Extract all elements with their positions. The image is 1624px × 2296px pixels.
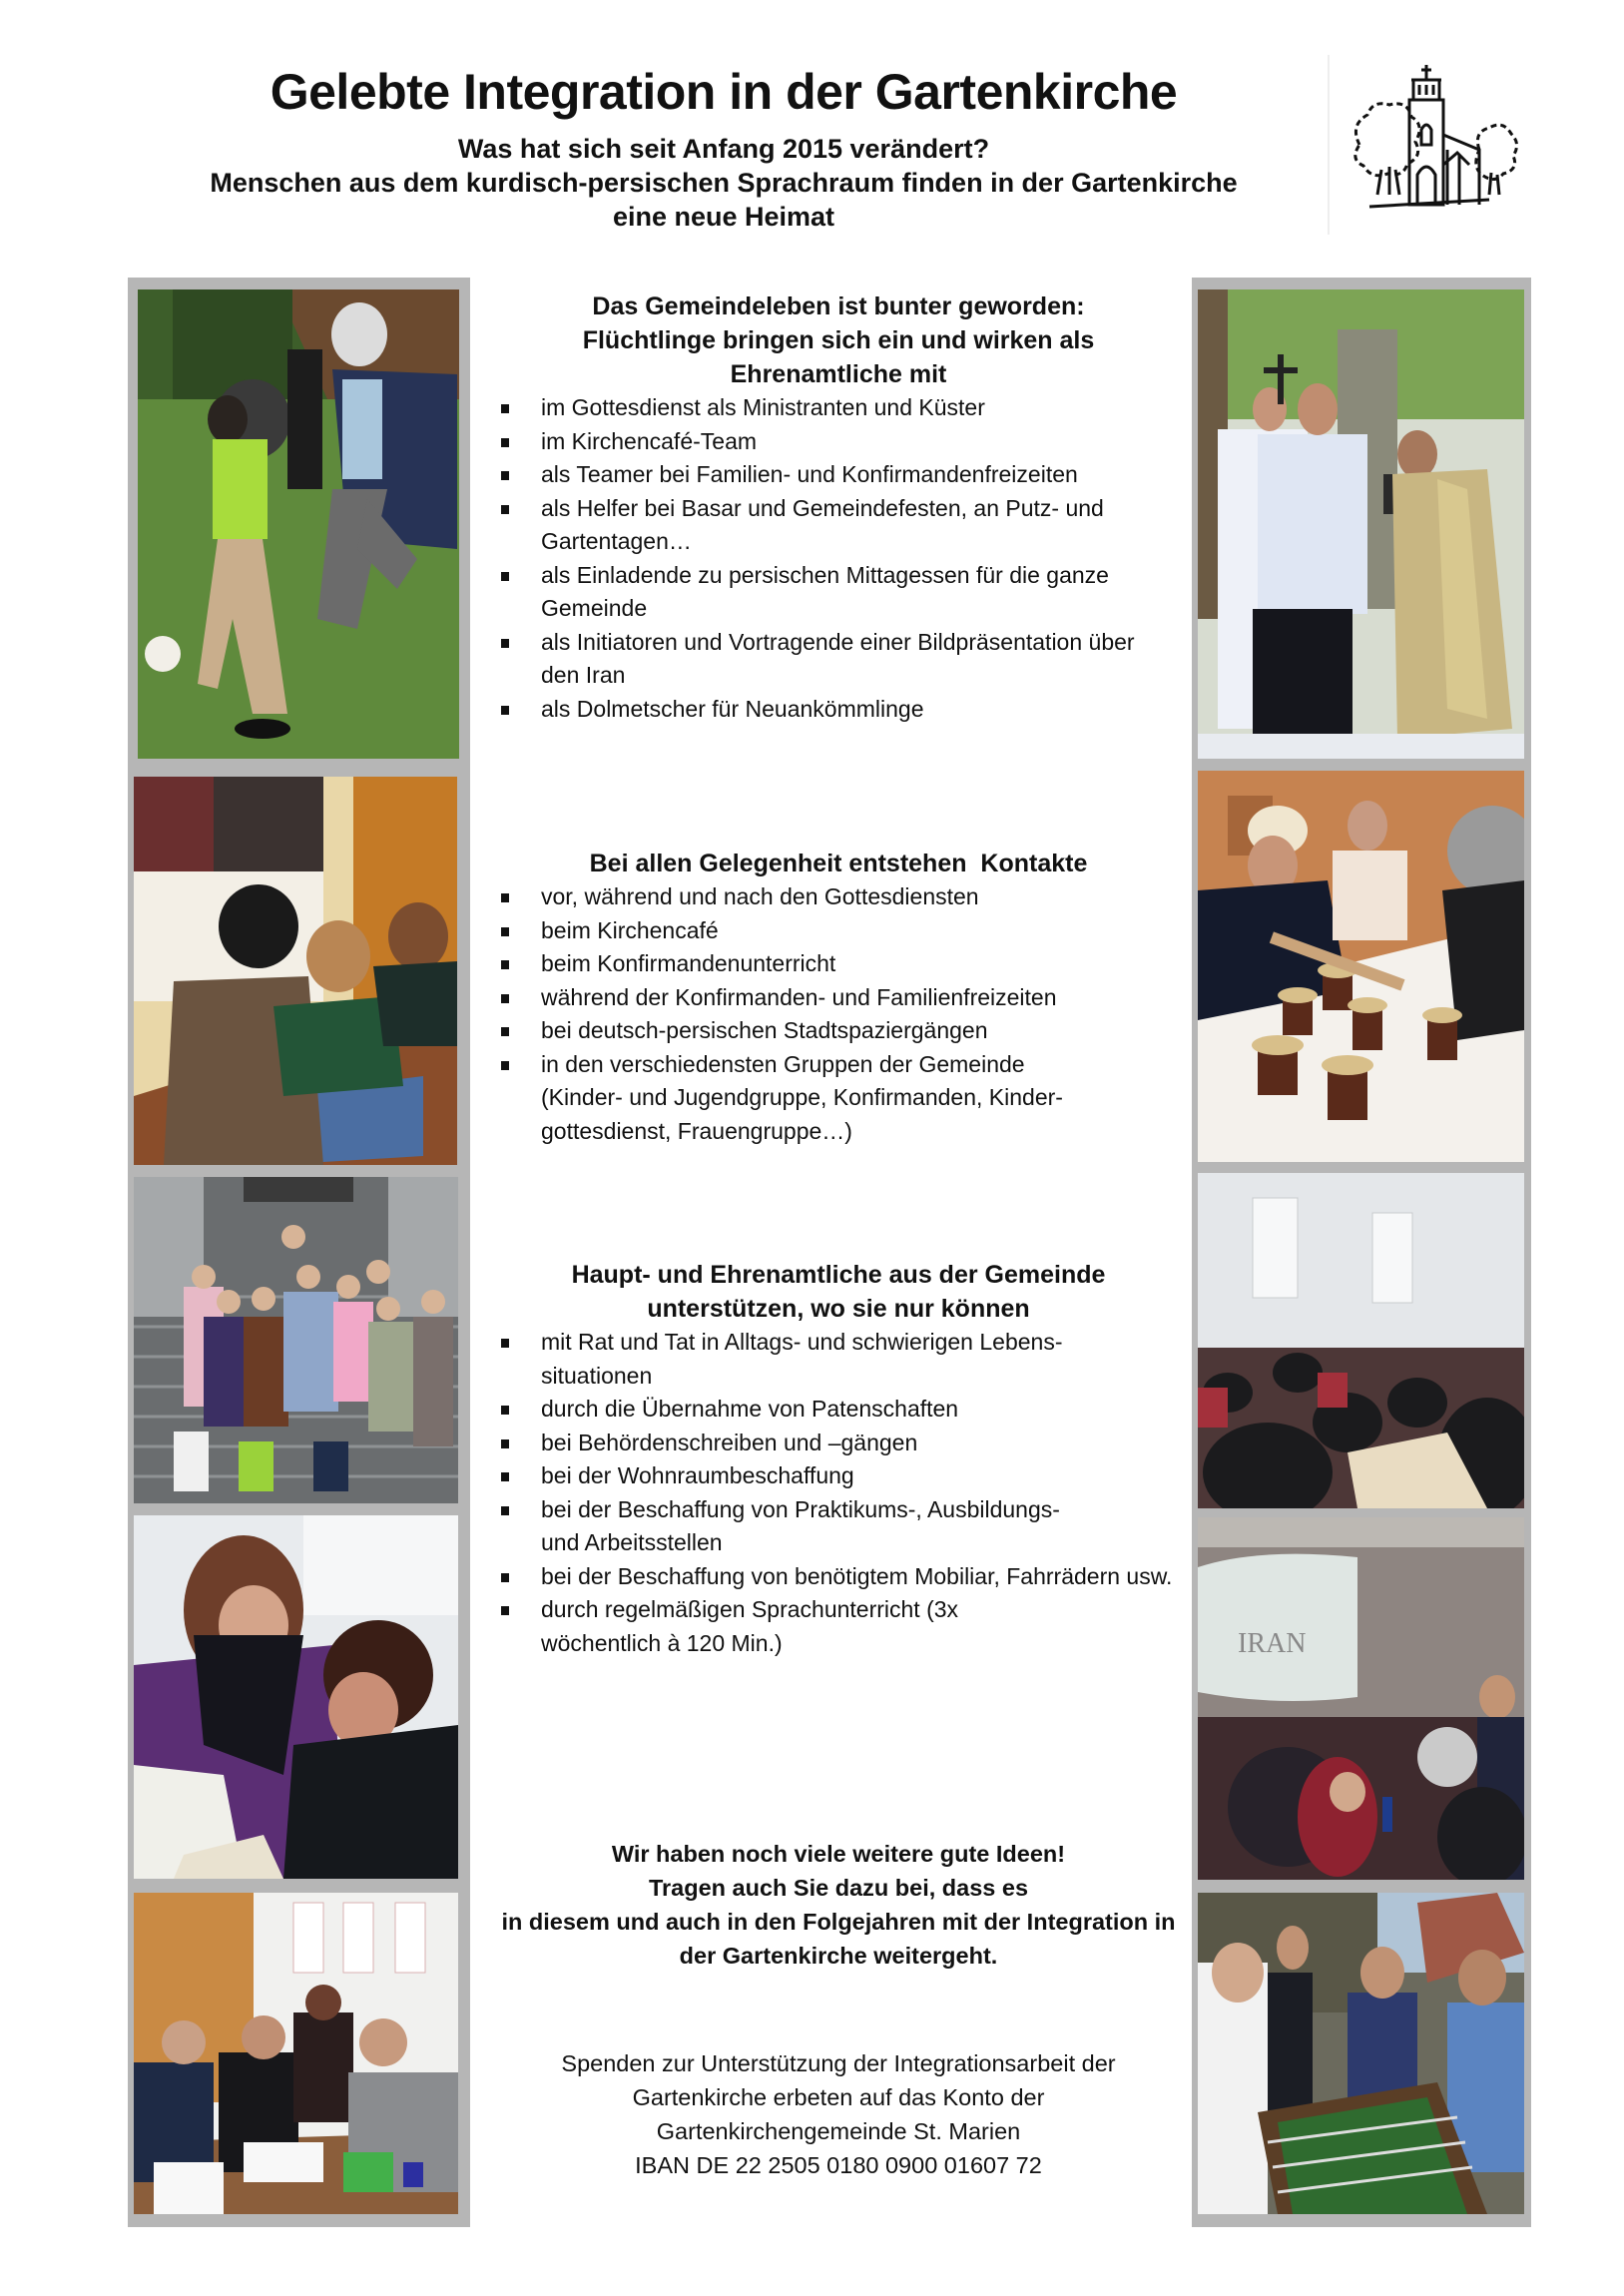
list-item: bei der Beschaffung von benötigtem Mobiliar, Fahrrädern usw. — [501, 1560, 1188, 1594]
photo-jam-jars — [1198, 771, 1524, 1162]
heading-line: Flüchtlinge bringen sich ein und wirken als — [582, 326, 1095, 354]
church-logo — [1328, 55, 1519, 235]
heading-line: Haupt- und Ehrenamtliche aus der Gemeinde — [571, 1261, 1106, 1289]
page-subtitle — [150, 132, 1298, 234]
photo-two-women-reading — [134, 1515, 458, 1879]
list-item: durch die Übernahme von Patenschaften — [501, 1393, 1188, 1427]
photo-football-garden — [138, 289, 459, 759]
church-with-trees-icon — [1330, 55, 1519, 235]
list-item: während der Konfirmanden- und Familienfreizeiten — [501, 981, 1188, 1015]
photo-iran-presentation — [1198, 1517, 1524, 1880]
list-item: in den verschiedensten Gruppen der Gemeinde (Kinder- und Jugendgruppe, Konfirmanden, Kinder-gottesdienst, Frauengruppe…) — [501, 1048, 1188, 1149]
list-item: als Einladende zu persischen Mittagessen für die ganze Gemeinde — [501, 559, 1178, 626]
photo-table-football — [1198, 1893, 1524, 2214]
bullet-list — [489, 880, 1188, 1148]
page-title: Gelebte Integration in der Gartenkirche — [270, 64, 1178, 120]
list-item: als Helfer bei Basar und Gemeindefesten, an Putz- und Gartentagen… — [501, 492, 1178, 559]
donation-info — [479, 2046, 1198, 2182]
photo-church-service — [1198, 289, 1524, 759]
svg-text:IRAN: IRAN — [1238, 1628, 1307, 1659]
photo-language-class — [134, 1893, 458, 2214]
iban-text[interactable]: IBAN DE 22 2505 0180 0900 01607 72 — [635, 2152, 1042, 2178]
photo-group-stairs — [134, 1177, 458, 1503]
heading-line: Das Gemeindeleben ist bunter geworden: — [592, 292, 1085, 320]
list-item: im Kirchencafé-Team — [501, 425, 1178, 459]
subtitle-line: eine neue Heimat — [612, 202, 835, 232]
list-item: mit Rat und Tat in Alltags- und schwierigen Lebens-situationen — [501, 1326, 1188, 1393]
list-item: vor, während und nach den Gottesdiensten — [501, 880, 1188, 914]
section-heading — [489, 1258, 1188, 1326]
list-item: als Dolmetscher für Neuankömmlinge — [501, 693, 1178, 727]
list-item: bei der Beschaffung von Praktikums-, Ausbildungs- und Arbeitsstellen — [501, 1493, 1188, 1560]
closing-line: Tragen auch Sie dazu bei, dass es — [648, 1875, 1029, 1901]
section-support — [489, 1258, 1188, 1660]
list-item: bei Behördenschreiben und –gängen — [501, 1427, 1188, 1460]
closing-appeal — [479, 1837, 1198, 1973]
heading-line: Bei allen Gelegenheit entstehen Kontakte — [589, 850, 1088, 877]
closing-line: in diesem und auch in den Folgejahren mit der Integration in — [501, 1909, 1176, 1935]
list-item: als Initiatoren und Vortragende einer Bildpräsentation über den Iran — [501, 626, 1178, 693]
list-item: durch regelmäßigen Sprachunterricht (3x wöchentlich à 120 Min.) — [501, 1593, 1188, 1660]
section-contacts — [489, 847, 1188, 1148]
bullet-list — [489, 391, 1178, 726]
subtitle-line: Menschen aus dem kurdisch-persischen Sprachraum finden in der Gartenkirche — [210, 168, 1238, 198]
closing-line: Wir haben noch viele weitere gute Ideen! — [611, 1841, 1066, 1867]
section-volunteering — [489, 289, 1188, 726]
photo-shared-lunch — [1198, 1173, 1524, 1508]
donation-line: Spenden zur Unterstützung der Integrationsarbeit der — [561, 2050, 1116, 2076]
photo-children-drawing — [134, 777, 457, 1165]
heading-line: unterstützen, wo sie nur können — [647, 1295, 1030, 1323]
list-item: als Teamer bei Familien- und Konfirmandenfreizeiten — [501, 458, 1178, 492]
section-heading — [489, 289, 1188, 391]
bullet-list — [489, 1326, 1188, 1660]
donation-line: Gartenkirche erbeten auf das Konto der — [632, 2084, 1045, 2110]
list-item: bei der Wohnraumbeschaffung — [501, 1459, 1188, 1493]
closing-line: der Gartenkirche weitergeht. — [679, 1943, 998, 1969]
section-heading — [489, 847, 1188, 880]
subtitle-line: Was hat sich seit Anfang 2015 verändert? — [457, 134, 990, 164]
list-item: im Gottesdienst als Ministranten und Küster — [501, 391, 1178, 425]
list-item: beim Konfirmandenunterricht — [501, 947, 1188, 981]
donation-line: Gartenkirchengemeinde St. Marien — [656, 2118, 1021, 2144]
list-item: beim Kirchencafé — [501, 914, 1188, 948]
heading-line: Ehrenamtliche mit — [730, 360, 947, 388]
list-item: bei deutsch-persischen Stadtspaziergängen — [501, 1014, 1188, 1048]
